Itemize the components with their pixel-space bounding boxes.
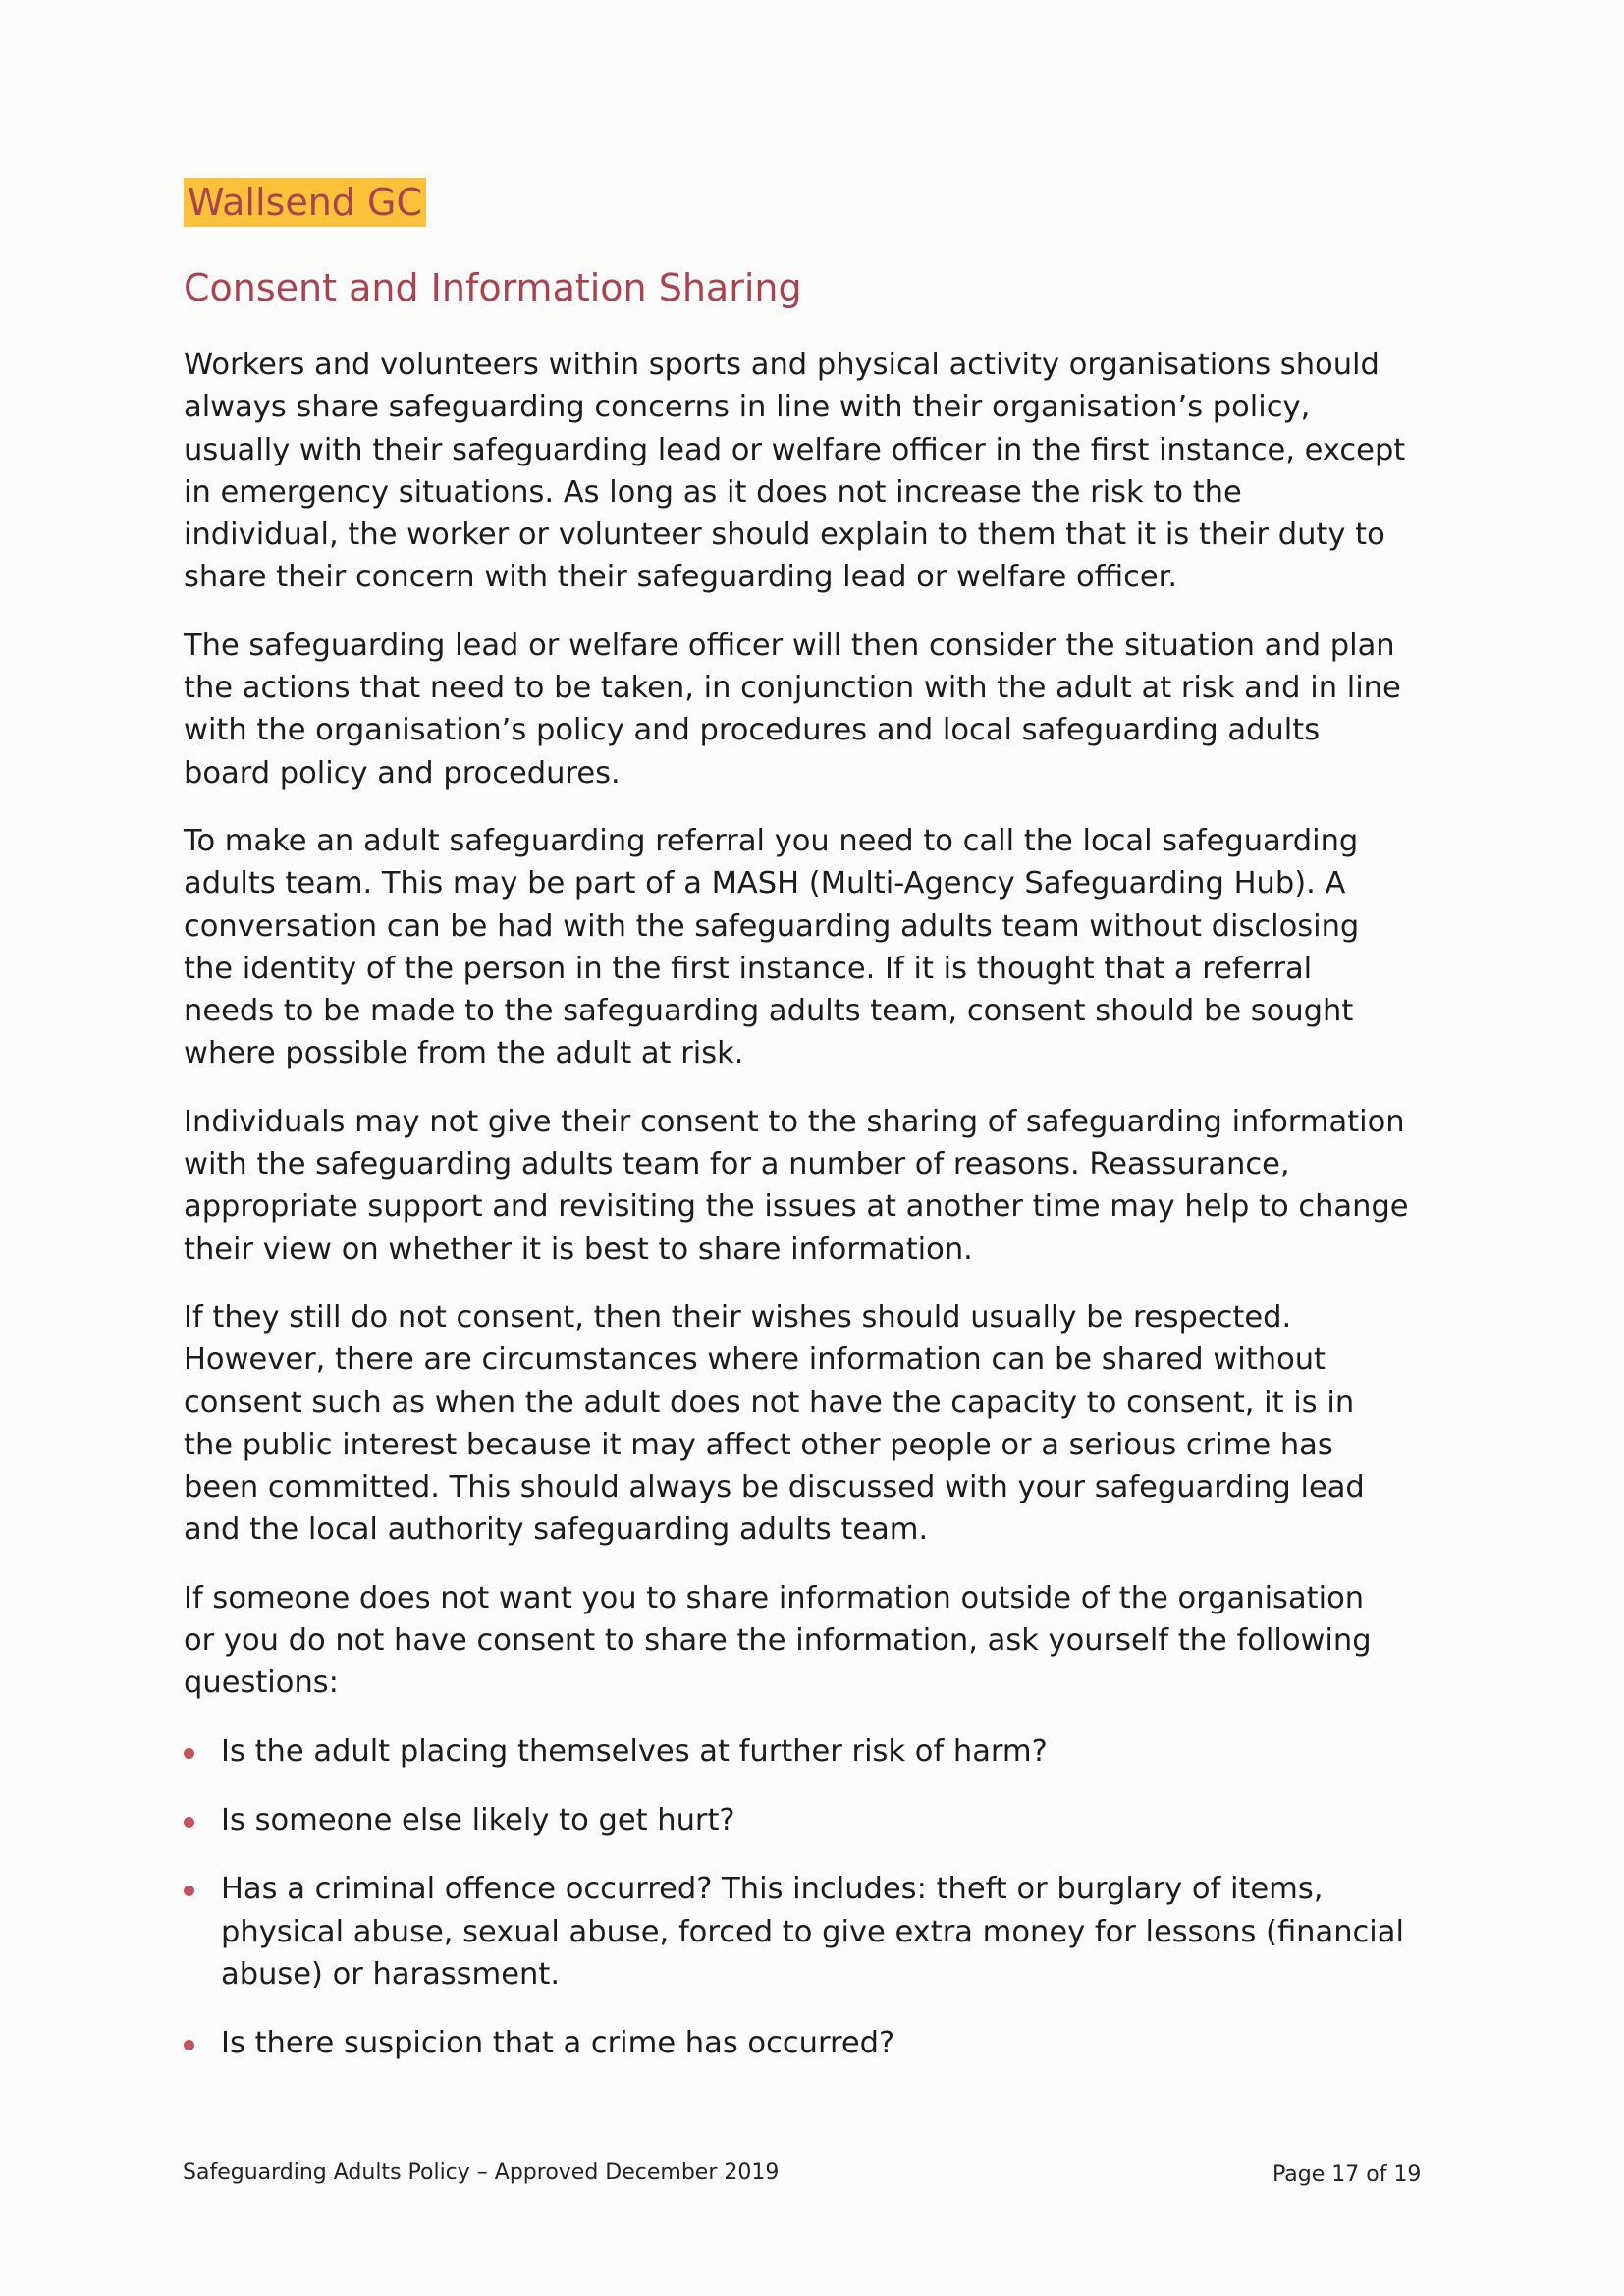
document-body bbox=[184, 344, 1450, 2091]
body-paragraph bbox=[184, 625, 1450, 794]
question-line: Is the adult placing themselves at further risk of harm? bbox=[221, 1733, 1048, 1769]
paragraph-line: To make an adult safeguarding referral you need to call the local safeguarding bbox=[184, 823, 1359, 858]
paragraph-line: appropriate support and revisiting the issues at another time may help to change bbox=[184, 1189, 1409, 1225]
organisation-name: Wallsend GC bbox=[184, 178, 426, 227]
question-item bbox=[184, 1868, 1450, 1995]
body-paragraph bbox=[184, 820, 1450, 1075]
paragraph-line: and the local authority safeguarding adults team. bbox=[184, 1512, 929, 1548]
paragraph-line: needs to be made to the safeguarding adults team, consent should be sought bbox=[184, 994, 1354, 1029]
paragraph-line: with the safeguarding adults team for a number of reasons. Reassurance, bbox=[184, 1147, 1290, 1182]
bullet-dot-icon bbox=[184, 1748, 194, 1759]
paragraph-line: the identity of the person in the first instance. If it is thought that a referral bbox=[184, 951, 1313, 986]
footer-document-title: Safeguarding Adults Policy – Approved December 2019 bbox=[183, 2160, 780, 2185]
question-item bbox=[184, 1730, 1450, 1773]
question-line: abuse) or harassment. bbox=[221, 1956, 561, 1992]
question-line: Is there suspicion that a crime has occurred? bbox=[221, 2026, 895, 2061]
paragraph-line: board policy and procedures. bbox=[184, 755, 621, 791]
paragraph-line: However, there are circumstances where information can be shared without bbox=[184, 1342, 1326, 1378]
paragraph-line: Individuals may not give their consent to the sharing of safeguarding information bbox=[184, 1104, 1405, 1139]
paragraph-line: adults team. This may be part of a MASH (Multi-Agency Safeguarding Hub). A bbox=[184, 866, 1346, 902]
paragraph-line: the actions that need to be taken, in conjunction with the adult at risk and in line bbox=[184, 671, 1401, 706]
paragraph-line: If someone does not want you to share information outside of the organisation bbox=[184, 1580, 1365, 1615]
paragraph-line: questions: bbox=[184, 1666, 339, 1701]
question-line: Is someone else likely to get hurt? bbox=[221, 1802, 735, 1837]
paragraph-line: consent such as when the adult does not have the capacity to consent, it is in bbox=[184, 1385, 1355, 1420]
paragraph-line: or you do not have consent to share the information, ask yourself the following bbox=[184, 1623, 1372, 1659]
paragraph-list bbox=[184, 344, 1450, 1705]
footer-page-number: Page 17 of 19 bbox=[1272, 2162, 1422, 2187]
paragraph-line: always share safeguarding concerns in line with their organisation’s policy, bbox=[184, 390, 1311, 425]
paragraph-line: the public interest because it may affect other people or a serious crime has bbox=[184, 1427, 1333, 1462]
paragraph-line: usually with their safeguarding lead or welfare officer in the first instance, except bbox=[184, 432, 1406, 467]
bullet-dot-icon bbox=[184, 1886, 194, 1896]
bullet-dot-icon bbox=[184, 1817, 194, 1828]
body-paragraph bbox=[184, 1577, 1450, 1705]
question-item bbox=[184, 1799, 1450, 1841]
question-item bbox=[184, 2022, 1450, 2064]
question-line: physical abuse, sexual abuse, forced to give extra money for lessons (financial bbox=[221, 1914, 1404, 1949]
paragraph-line: Workers and volunteers within sports and physical activity organisations should bbox=[184, 348, 1380, 382]
paragraph-line: been committed. This should always be discussed with your safeguarding lead bbox=[184, 1470, 1365, 1505]
paragraph-line: individual, the worker or volunteer should explain to them that it is their duty to bbox=[184, 518, 1385, 553]
question-list bbox=[184, 1730, 1450, 2065]
paragraph-line: their view on whether it is best to share information. bbox=[184, 1231, 973, 1267]
section-heading: Consent and Information Sharing bbox=[184, 266, 802, 309]
paragraph-line: The safeguarding lead or welfare officer will then consider the situation and plan bbox=[184, 628, 1395, 663]
paragraph-line: where possible from the adult at risk. bbox=[184, 1036, 744, 1071]
body-paragraph bbox=[184, 1296, 1450, 1552]
paragraph-line: with the organisation’s policy and procedures and local safeguarding adults bbox=[184, 713, 1321, 748]
question-line: Has a criminal offence occurred? This includes: theft or burglary of items, bbox=[221, 1872, 1324, 1907]
body-paragraph bbox=[184, 1101, 1450, 1271]
paragraph-line: conversation can be had with the safeguarding adults team without disclosing bbox=[184, 908, 1360, 944]
paragraph-line: share their concern with their safeguarding lead or welfare officer. bbox=[184, 560, 1178, 595]
bullet-dot-icon bbox=[184, 2040, 194, 2050]
body-paragraph bbox=[184, 344, 1450, 599]
paragraph-line: in emergency situations. As long as it does not increase the risk to the bbox=[184, 474, 1242, 510]
paragraph-line: If they still do not consent, then their wishes should usually be respected. bbox=[184, 1299, 1292, 1335]
